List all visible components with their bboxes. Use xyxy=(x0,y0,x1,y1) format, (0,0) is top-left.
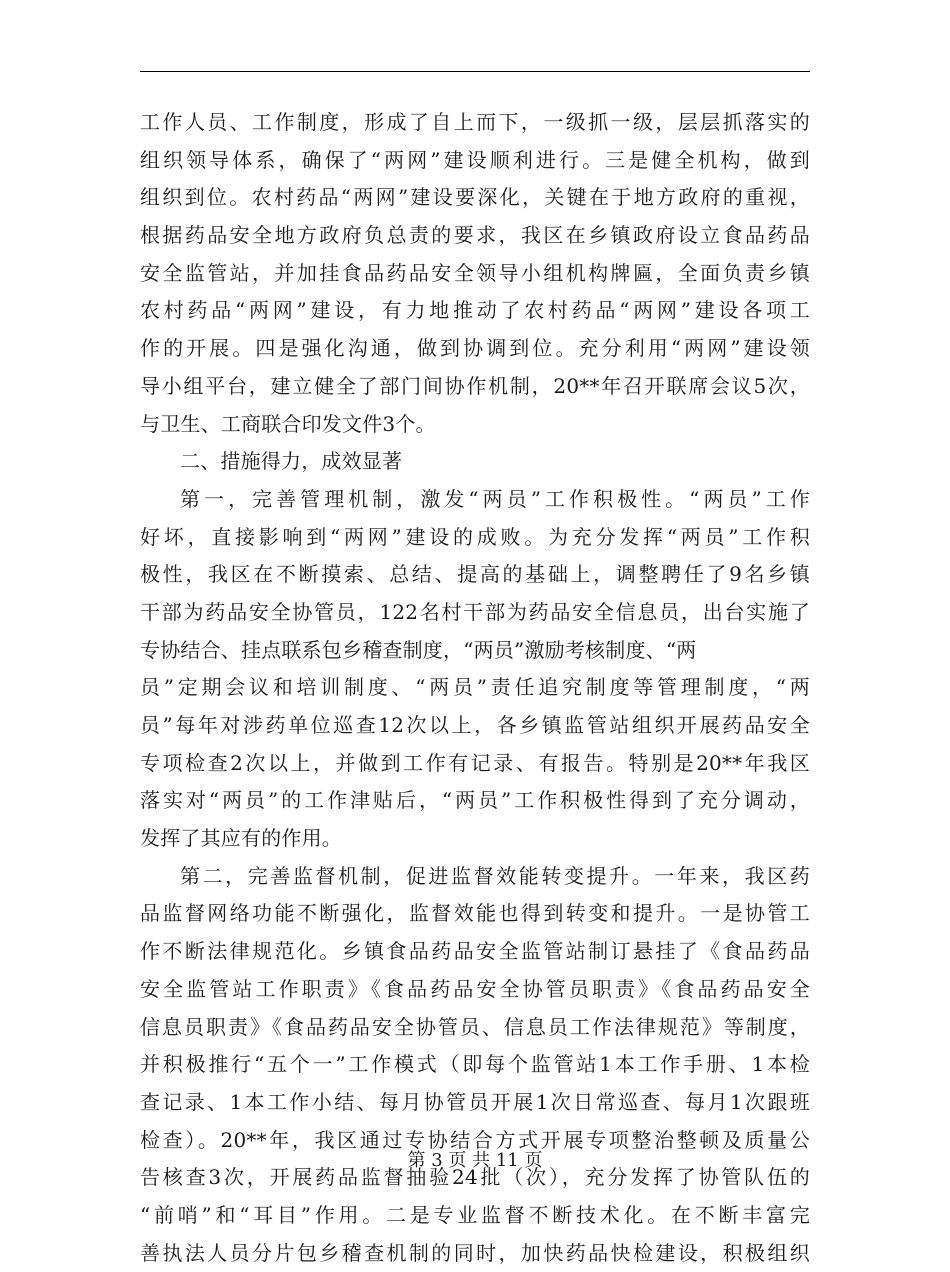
text-line: 品监督网络功能不断强化，监督效能也得到转变和提升。一是协管工 xyxy=(140,901,810,926)
text-line: “前哨”和“耳目”作用。二是专业监督不断技术化。在不断丰富完 xyxy=(140,1202,810,1227)
text-line: 员”定期会议和培训制度、“两员”责任追究制度等管理制度，“两 xyxy=(140,675,810,700)
text-line: 极性，我区在不断摸索、总结、提高的基础上，调整聘任了9名乡镇 xyxy=(140,562,810,587)
text-line: 好坏，直接影响到“两网”建设的成败。为充分发挥“两员”工作积 xyxy=(140,524,810,549)
text-line: 安全监管站工作职责》《食品药品安全协管员职责》《食品药品安全 xyxy=(140,976,810,1001)
text-line: 落实对“两员”的工作津贴后，“两员”工作积极性得到了充分调动， xyxy=(140,788,810,813)
text-line: 查记录、1本工作小结、每月协管员开展1次日常巡查、每月1次跟班 xyxy=(140,1089,810,1114)
text-line: 根据药品安全地方政府负总责的要求，我区在乡镇政府设立食品药品 xyxy=(140,223,810,248)
text-line: 与卫生、工商联合印发文件3个。 xyxy=(140,411,436,436)
text-line: 安全监管站，并加挂食品药品安全领导小组机构牌匾，全面负责乡镇 xyxy=(140,260,810,285)
text-line: 作的开展。四是强化沟通，做到协调到位。充分利用“两网”建设领 xyxy=(140,336,810,361)
text-line: 第二，完善监督机制，促进监督效能转变提升。一年来，我区药 xyxy=(180,863,810,888)
text-line: 组织到位。农村药品“两网”建设要深化，关键在于地方政府的重视， xyxy=(140,185,810,210)
text-line: 第一，完善管理机制，激发“两员”工作积极性。“两员”工作 xyxy=(180,486,810,511)
text-line: 告核查3次，开展药品监督抽验24批（次），充分发挥了协管队伍的 xyxy=(140,1165,810,1190)
text-line: 导小组平台，建立健全了部门间协作机制，20**年召开联席会议5次， xyxy=(140,373,810,398)
text-line: 员”每年对涉药单位巡查12次以上，各乡镇监管站组织开展药品安全 xyxy=(140,713,810,737)
text-line: 检查）。20**年，我区通过专协结合方式开展专项整治整顿及质量公 xyxy=(140,1127,810,1152)
text-line: 工作人员、工作制度，形成了自上而下，一级抓一级，层层抓落实的 xyxy=(140,110,810,134)
text-line: 专项检查2次以上，并做到工作有记录、有报告。特别是20**年我区 xyxy=(140,750,810,775)
text-line: 善执法人员分片包乡稽查机制的同时，加快药品快检建设，积极组织 xyxy=(140,1240,810,1265)
text-line: 发挥了其应有的作用。 xyxy=(140,826,342,851)
text-line: 组织领导体系，确保了“两网”建设顺利进行。三是健全机构，做到 xyxy=(140,147,810,172)
text-line: 农村药品“两网”建设，有力地推动了农村药品“两网”建设各项工 xyxy=(140,298,810,323)
text-line: 干部为药品安全协管员，122名村干部为药品安全信息员，出台实施了 xyxy=(140,599,810,624)
document-body xyxy=(140,104,810,1272)
header-rule xyxy=(140,71,810,72)
text-line: 作不断法律规范化。乡镇食品药品安全监管站制订悬挂了《食品药品 xyxy=(140,939,810,964)
text-line: 并积极推行“五个一”工作模式（即每个监管站1本工作手册、1本检 xyxy=(140,1052,810,1077)
text-line: 专协结合、挂点联系包乡稽查制度，“两员”激励考核制度、“两 xyxy=(140,637,697,662)
page-number: 第 3 页 共 11 页 xyxy=(407,1150,543,1171)
text-line: 二、措施得力，成效显著 xyxy=(180,449,403,474)
text-line: 信息员职责》《食品药品安全协管员、信息员工作法律规范》等制度， xyxy=(140,1014,810,1039)
